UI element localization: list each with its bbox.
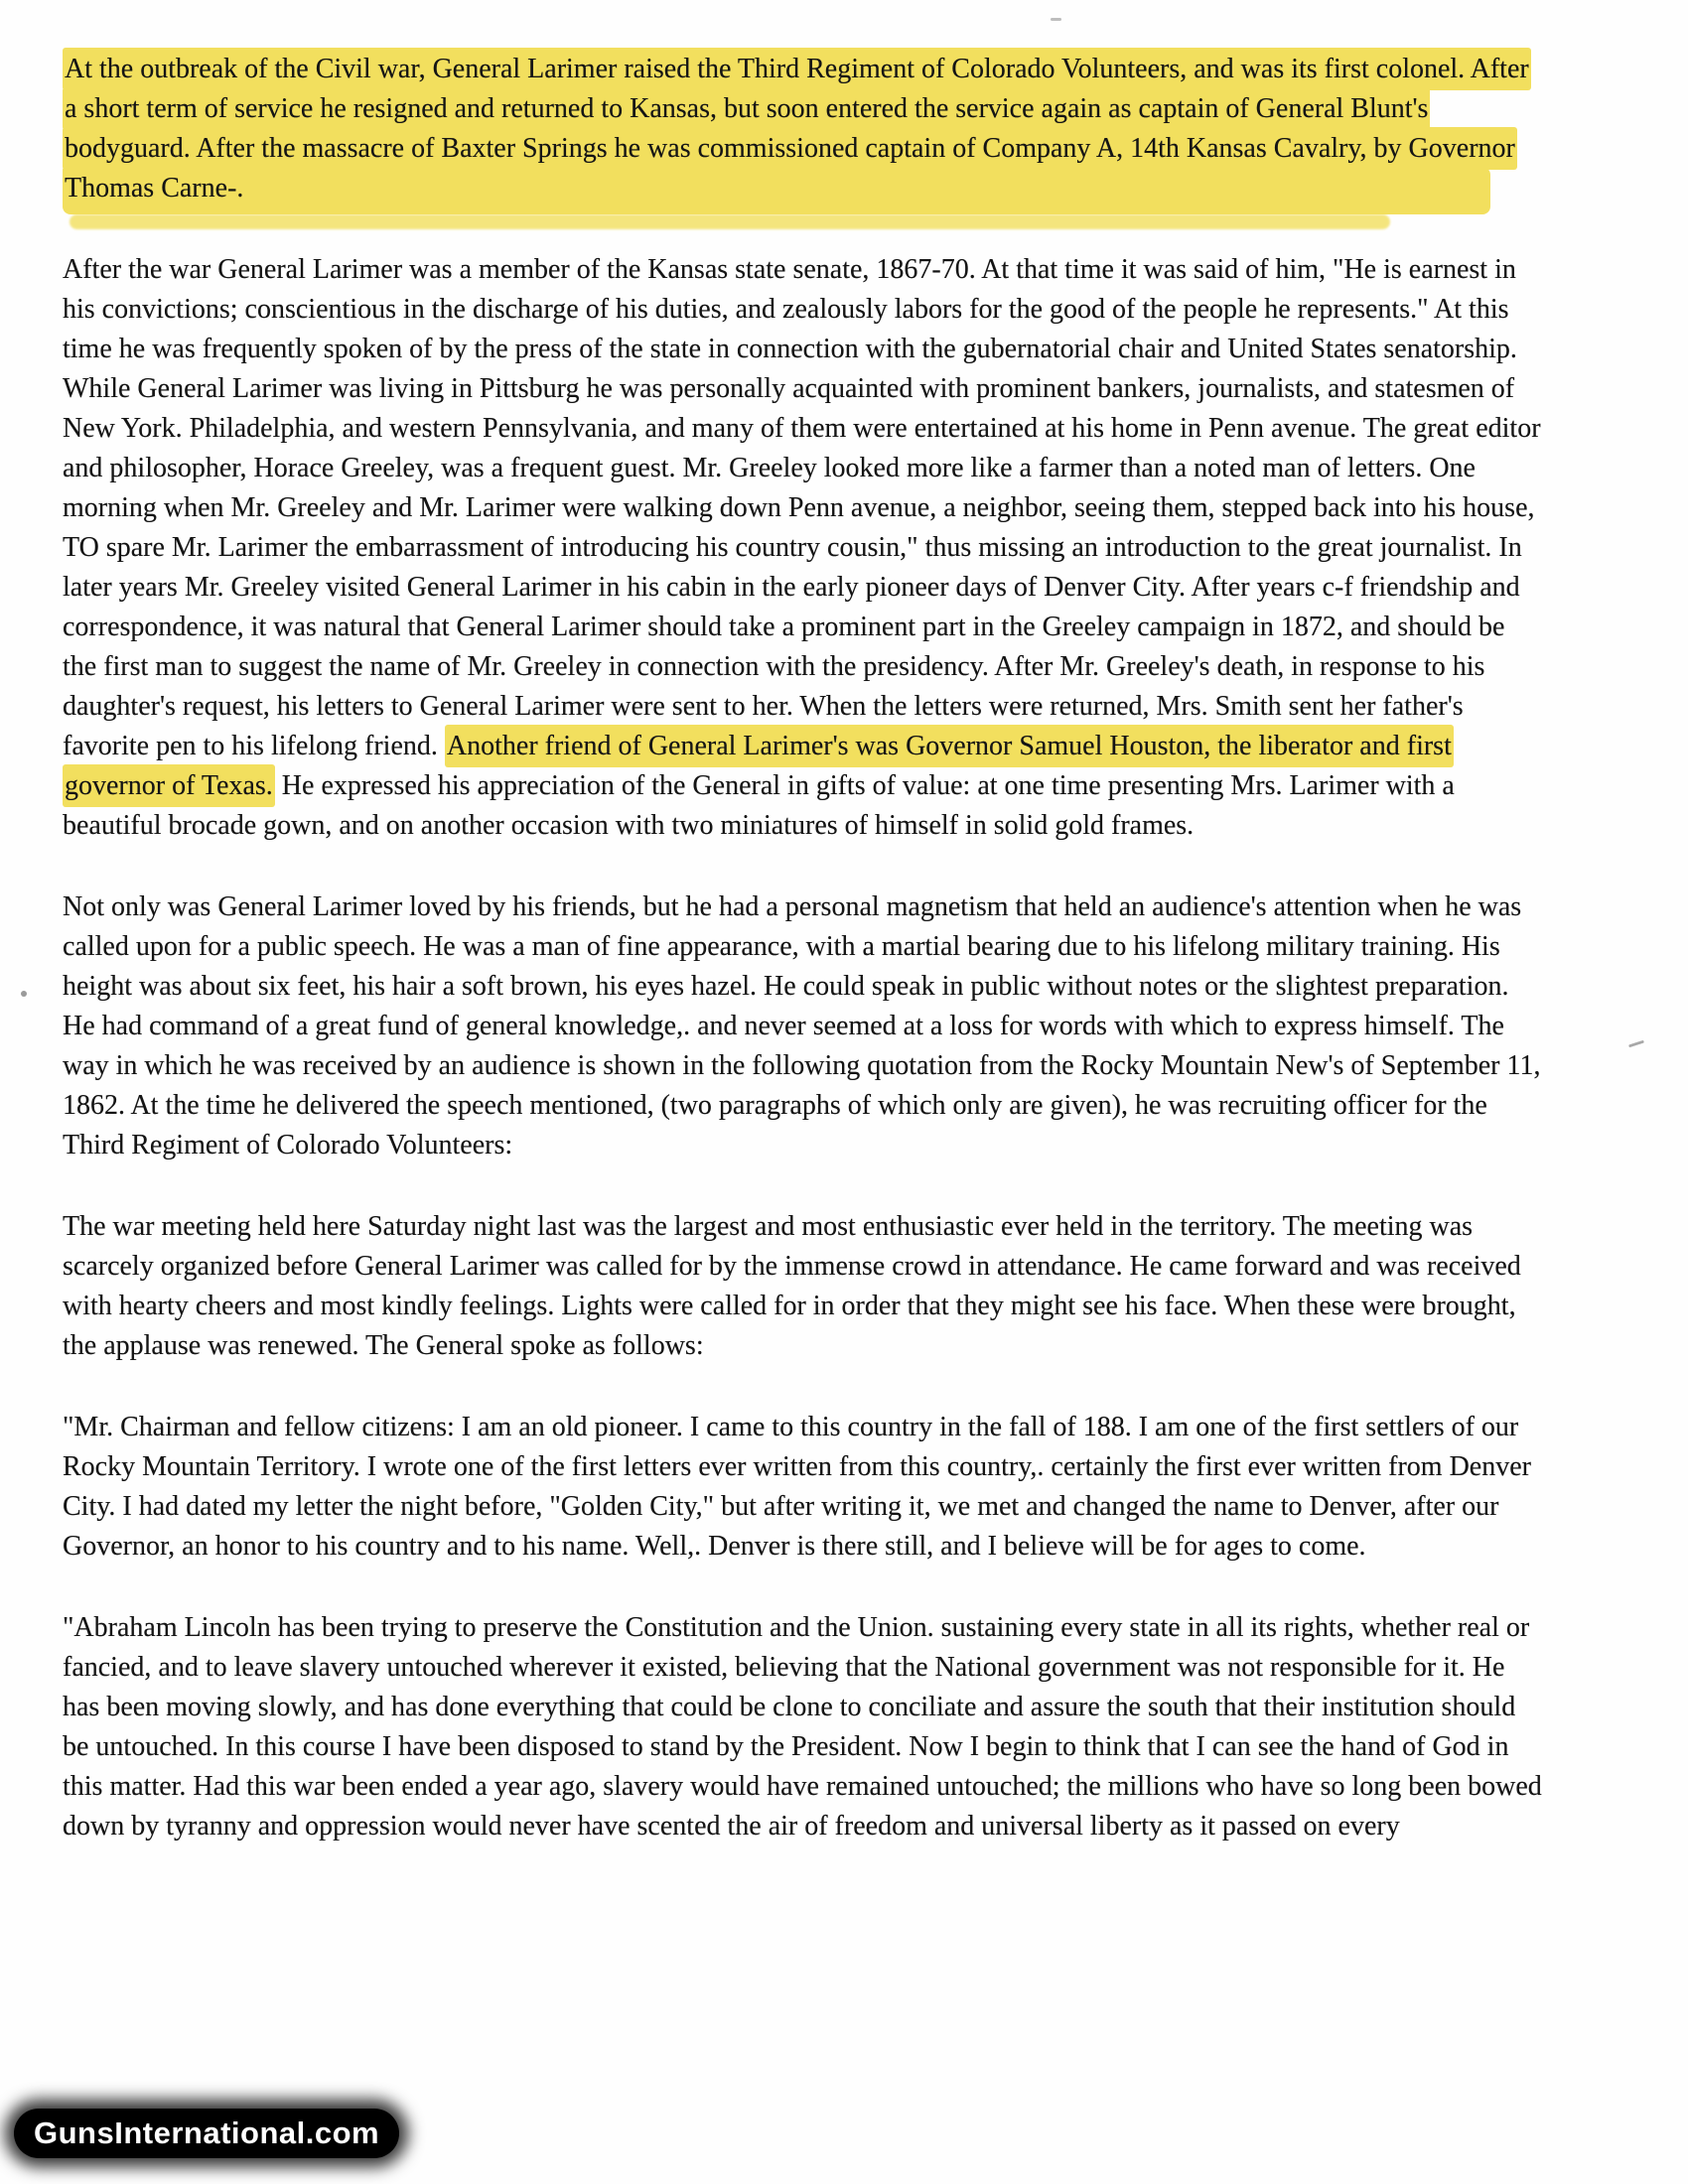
paragraph-personal-magnetism <box>63 887 1544 1165</box>
body-text: He expressed his appreciation of the General in gifts of value: at one time presenting Mrs. Larimer with a beautiful brocade gown, and on another occasion with two miniatures of himself in solid gold frames. <box>63 770 1455 841</box>
body-text: "Mr. Chairman and fellow citizens: I am an old pioneer. I came to this country in the fall of 188. I am one of the first settlers of our Rocky Mountain Territory. I wrote one of the first letters ever written from this country,. certainly the first ever written from Denver City. I had dated my letter the night before, "Golden City," but after writing it, we met and changed the name to Denver, after our Governor, an honor to his country and to his name. Well,. Denver is there still, and I believe will be for ages to come. <box>63 1412 1531 1562</box>
paragraph-abraham-lincoln <box>63 1608 1544 1846</box>
highlighted-text: At the outbreak of the Civil war, General Larimer raised the Third Regiment of Colorado Volunteers, and was its first colonel. After a short term of service he resigned and returned to Kansas, but soon entered the service again as captain of General Blunt's bodyguard. After the massacre of Baxter Springs he was commissioned captain of Company A, 14th Kansas Cavalry, by Governor Thomas Carne-. <box>63 48 1531 209</box>
body-text: The war meeting held here Saturday night last was the largest and most enthusiastic ever held in the territory. The meeting was scarcely organized before General Larimer was called for by the immense crowd in attendance. He came forward and was received with hearty cheers and most kindly feelings. Lights were called for in order that they might see his face. When these were brought, the applause was renewed. The General spoke as follows: <box>63 1211 1521 1361</box>
scan-speck <box>21 991 27 997</box>
scan-speck <box>1628 1040 1644 1048</box>
paragraph-chairman-speech <box>63 1408 1544 1567</box>
paragraph-civil-war-service <box>63 50 1544 208</box>
highlighted-text: Another friend of General Larimer's was Governor Samuel Houston, the liberator and first governor of Texas. <box>63 725 1454 807</box>
body-text: "Abraham Lincoln has been trying to preserve the Constitution and the Union. sustaining every state in all its rights, whether real or fancied, and to leave slavery untouched wherever it existed, believing that the National government was not responsible for it. He has been moving slowly, and has done everything that could be clone to conciliate and assure the south that their institution should be untouched. In this course I have been disposed to stand by the President. Now I begin to think that I can see the hand of God in this matter. Had this war been ended a year ago, slavery would have remained untouched; the millions who have so long been bowed down by tyranny and oppression would never have scented the air of freedom and universal liberty as it passed on every <box>63 1612 1542 1842</box>
body-text: After the war General Larimer was a member of the Kansas state senate, 1867-70. At that time it was said of him, "He is earnest in his convictions; conscientious in the discharge of his duties, and zealously labors for the good of the people he represents." At this time he was frequently spoken of by the press of the state in connection with the gubernatorial chair and United States senatorship. While General Larimer was living in Pittsburg he was personally acquainted with prominent bankers, journalists, and statesmen of New York. Philadelphia, and western Pennsylvania, and many of them were entertained at his home in Penn avenue. The great editor and philosopher, Horace Greeley, was a frequent guest. Mr. Greeley looked more like a farmer than a noted man of letters. One morning when Mr. Greeley and Mr. Larimer were walking down Penn avenue, a neighbor, seeing them, stepped back into his house, TO spare Mr. Larimer the embarrassment of introducing his country cousin," thus missing an introduction to the great journalist. In later years Mr. Greeley visited General Larimer in his cabin in the early pioneer days of Denver City. After years c-f friendship and correspondence, it was natural that General Larimer should take a prominent part in the Greeley campaign in 1872, and should be the first man to suggest the name of Mr. Greeley in connection with the presidency. After Mr. Greeley's death, in response to his daughter's request, his letters to General Larimer were sent to her. When the letters were returned, Mrs. Smith sent her father's favorite pen to his lifelong friend. <box>63 254 1541 761</box>
body-text: Not only was General Larimer loved by his friends, but he had a personal magnetism that held an audience's attention when he was called upon for a public speech. He was a man of fine appearance, with a martial bearing due to his lifelong military training. His height was about six feet, his hair a soft brown, his eyes hazel. He could speak in public without notes or the slightest preparation. He had command of a great fund of general knowledge,. and never seemed at a loss for words with which to express himself. The way in which he was received by an audience is shown in the following quotation from the Rocky Mountain New's of September 11, 1862. At the time he delivered the speech mentioned, (two paragraphs of which only are given), he was recruiting officer for the Third Regiment of Colorado Volunteers: <box>63 891 1541 1160</box>
document-text <box>63 50 1544 1888</box>
scan-speck <box>1051 18 1061 21</box>
gunsinternational-watermark: GunsInternational.com <box>14 2109 399 2158</box>
paragraph-after-the-war <box>63 250 1544 846</box>
paragraph-war-meeting <box>63 1207 1544 1366</box>
